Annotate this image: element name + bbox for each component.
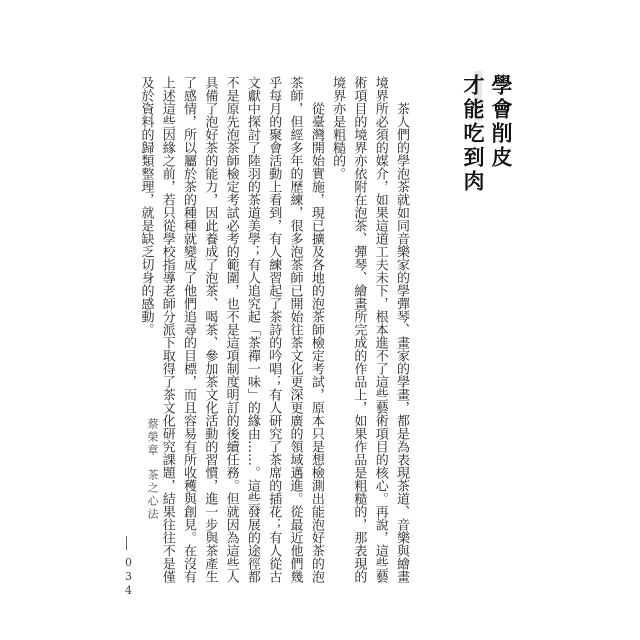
author-name: 蔡榮章 [146,418,159,457]
page-number: 034 [122,556,135,598]
body-text [138,76,412,586]
title-line-2: 才能吃到肉 [461,74,486,194]
title-line-1: 學會削皮 [489,74,514,170]
body-paragraph-2: 從臺灣開始實施，現已擴及各地的泡茶師檢定考試，原本只是想檢測出能泡好茶的泡茶師，但經多年的歷練，很多泡茶師已開始往茶文化更深更廣的領域邁進。從最近他們幾乎每月的聚會活動上看到，有人練習起了茶詩的吟唱；有人研究了茶席的插花；有人從古文獻中探討了陸羽的茶道美學；有人追究起「茶禪一味」的緣由……。這些發展的途徑都不是原先泡茶師檢定考試必考的範圍，也不是這項制度明訂的後續任務。但就因為這些人具備了泡好茶的能力，因此養成了泡茶、喝茶、參加茶文化活動的習慣，進一步與茶產生了感情，所以屬於茶的種種就變成了他們追尋的目標，而且容易有所收穫與創見。在沒有上述這些因緣之前，若只從學校指導老師分派下取得了茶文化研究課題，結果往往不是僅及於資料的歸類整理，就是缺乏切身的感動。 [138,76,324,583]
body-paragraph-1: 茶人們的學泡茶就如同音樂家的學彈琴、畫家的學畫，都是為表現茶道、音樂與繪畫境界所必須的媒介，如果這道工夫未下，根本進不了這些藝術項目的核心。再說，這些藝術項目的境界亦依附在泡茶、彈琴、繪畫所完成的作品上，如果作品是粗糙的，那表現的境界亦是粗糙的。 [330,76,409,583]
page-title [419,74,515,249]
page-number-rule [126,536,127,550]
running-head [120,418,160,578]
book-title: 茶之心法 [146,468,159,521]
